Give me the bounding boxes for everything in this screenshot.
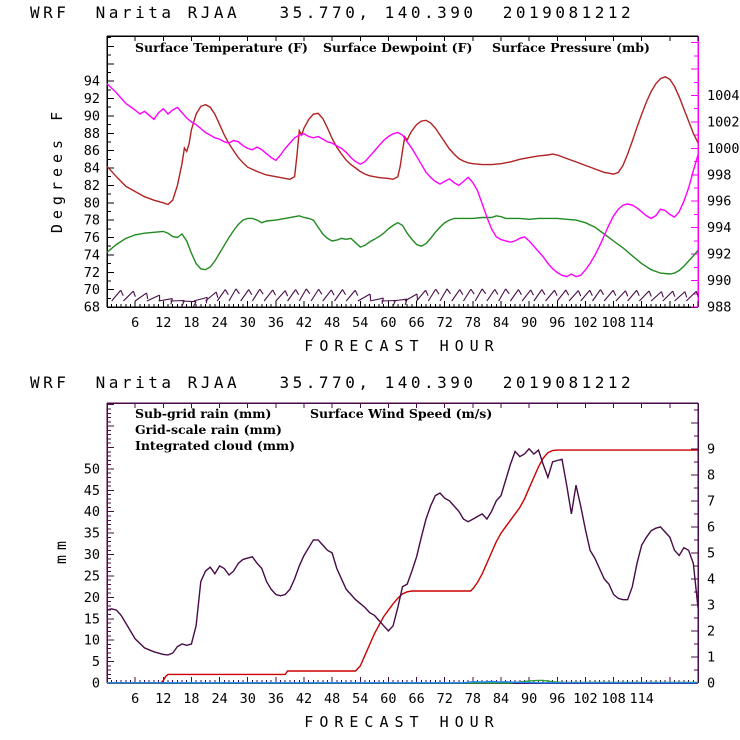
legend-integrated-cloud: Integrated cloud (mm) xyxy=(135,438,296,453)
top-meteogram-panel xyxy=(0,0,740,368)
x-tick-label: 102 xyxy=(573,315,598,331)
right-tick-label: 1004 xyxy=(707,87,740,104)
left-tick-label: 84 xyxy=(83,160,100,177)
top-panel-plot-area xyxy=(84,36,740,331)
left-tick-label: 76 xyxy=(83,230,100,247)
left-tick-label: 86 xyxy=(83,143,100,160)
x-tick-label: 48 xyxy=(324,691,341,707)
x-tick-label: 24 xyxy=(211,691,228,707)
surface-temperature-line xyxy=(107,77,698,205)
x-tick-label: 114 xyxy=(629,315,654,331)
left-tick-label: 94 xyxy=(83,73,100,90)
left-tick-label: 72 xyxy=(83,264,100,281)
right-tick-label: 4 xyxy=(707,571,716,588)
x-tick-label: 78 xyxy=(464,691,481,707)
x-tick-label: 96 xyxy=(549,315,566,331)
legend-surface-pressure: Surface Pressure (mb) xyxy=(492,40,650,55)
x-tick-label: 30 xyxy=(239,691,256,707)
x-tick-label: 84 xyxy=(492,691,510,707)
x-tick-label: 42 xyxy=(295,691,313,707)
left-tick-label: 40 xyxy=(83,504,100,521)
legend-subgrid-rain: Sub-grid rain (mm) xyxy=(135,406,272,421)
left-tick-label: 92 xyxy=(83,91,100,108)
left-tick-label: 78 xyxy=(83,212,100,229)
x-tick-label: 24 xyxy=(211,315,228,331)
right-tick-label: 3 xyxy=(707,597,716,614)
x-tick-label: 78 xyxy=(464,315,481,331)
sub-grid-rain-line xyxy=(107,450,698,683)
x-tick-label: 66 xyxy=(408,315,425,331)
x-tick-label: 60 xyxy=(380,691,397,707)
x-tick-label: 90 xyxy=(521,315,538,331)
x-tick-label: 36 xyxy=(267,691,284,707)
right-tick-label: 6 xyxy=(707,519,716,536)
x-tick-label: 66 xyxy=(408,691,425,707)
x-tick-label: 42 xyxy=(295,315,313,331)
left-tick-label: 30 xyxy=(83,547,100,564)
x-tick-label: 72 xyxy=(436,691,453,707)
right-tick-label: 1 xyxy=(707,649,716,666)
right-tick-label: 1002 xyxy=(707,114,740,131)
wind-barbs xyxy=(112,289,699,307)
left-tick-label: 20 xyxy=(83,589,100,606)
right-tick-label: 988 xyxy=(707,299,732,316)
x-tick-label: 108 xyxy=(601,691,626,707)
x-tick-label: 30 xyxy=(239,315,256,331)
bottom-panel-title: WRF Narita RJAA 35.770, 140.390 2019081212 xyxy=(30,373,635,392)
left-tick-label: 15 xyxy=(83,611,100,628)
x-tick-label: 84 xyxy=(492,315,510,331)
legend-surface-dewpoint: Surface Dewpoint (F) xyxy=(323,40,473,55)
x-tick-label: 54 xyxy=(352,315,369,331)
x-tick-label: 114 xyxy=(629,691,654,707)
legend-surface-wind-speed: Surface Wind Speed (m/s) xyxy=(310,406,493,421)
surface-pressure-line xyxy=(107,84,698,277)
left-tick-label: 74 xyxy=(83,247,100,264)
right-tick-label: 0 xyxy=(707,675,716,692)
right-tick-label: 992 xyxy=(707,246,732,263)
right-tick-label: 2 xyxy=(707,623,716,640)
x-tick-label: 90 xyxy=(521,691,538,707)
left-tick-label: 68 xyxy=(83,299,100,316)
left-tick-label: 10 xyxy=(83,632,100,649)
left-tick-label: 80 xyxy=(83,195,100,212)
x-tick-label: 108 xyxy=(601,315,626,331)
x-tick-label: 102 xyxy=(573,691,598,707)
left-tick-label: 70 xyxy=(83,282,100,299)
tick-labels xyxy=(84,441,715,707)
x-tick-label: 18 xyxy=(183,691,200,707)
legend-surface-temperature: Surface Temperature (F) xyxy=(135,40,308,55)
axes-frame xyxy=(107,36,698,307)
x-tick-label: 12 xyxy=(155,691,172,707)
x-tick-label: 96 xyxy=(549,691,566,707)
x-tick-label: 54 xyxy=(352,691,369,707)
x-tick-label: 60 xyxy=(380,315,397,331)
x-tick-label: 48 xyxy=(324,315,341,331)
x-axis-title-forecast-hour: FORECAST HOUR xyxy=(304,337,500,355)
left-tick-label: 25 xyxy=(83,568,100,585)
x-tick-label: 18 xyxy=(183,315,200,331)
left-tick-label: 5 xyxy=(91,654,100,671)
right-tick-label: 1000 xyxy=(707,140,740,157)
right-tick-label: 7 xyxy=(707,493,716,510)
left-axis-title-mm: mm xyxy=(52,535,70,565)
x-tick-label: 6 xyxy=(131,315,140,331)
surface-wind-speed-line xyxy=(107,449,698,655)
left-tick-label: 90 xyxy=(83,108,100,125)
right-tick-label: 996 xyxy=(707,193,732,210)
left-tick-label: 35 xyxy=(83,525,100,542)
bottom-meteogram-panel xyxy=(0,368,740,740)
x-tick-label: 36 xyxy=(267,315,284,331)
left-tick-label: 45 xyxy=(83,482,100,499)
x-axis-title-forecast-hour-2: FORECAST HOUR xyxy=(304,713,500,731)
left-axis-title-degrees-f: Degrees F xyxy=(48,106,66,234)
right-tick-label: 9 xyxy=(707,441,716,458)
right-tick-label: 5 xyxy=(707,545,716,562)
x-tick-label: 72 xyxy=(436,315,453,331)
right-tick-label: 8 xyxy=(707,467,716,484)
right-tick-label: 994 xyxy=(707,220,732,237)
top-panel-title: WRF Narita RJAA 35.770, 140.390 2019081212 xyxy=(30,3,635,22)
left-tick-label: 82 xyxy=(83,177,100,194)
legend-gridscale-rain: Grid-scale rain (mm) xyxy=(135,422,282,437)
left-tick-label: 88 xyxy=(83,125,100,142)
axis-ticks xyxy=(107,36,698,307)
x-tick-label: 6 xyxy=(131,691,140,707)
right-tick-label: 998 xyxy=(707,167,732,184)
right-tick-label: 990 xyxy=(707,273,732,290)
left-tick-label: 0 xyxy=(91,675,100,692)
left-tick-label: 50 xyxy=(83,461,100,478)
x-tick-label: 12 xyxy=(155,315,172,331)
